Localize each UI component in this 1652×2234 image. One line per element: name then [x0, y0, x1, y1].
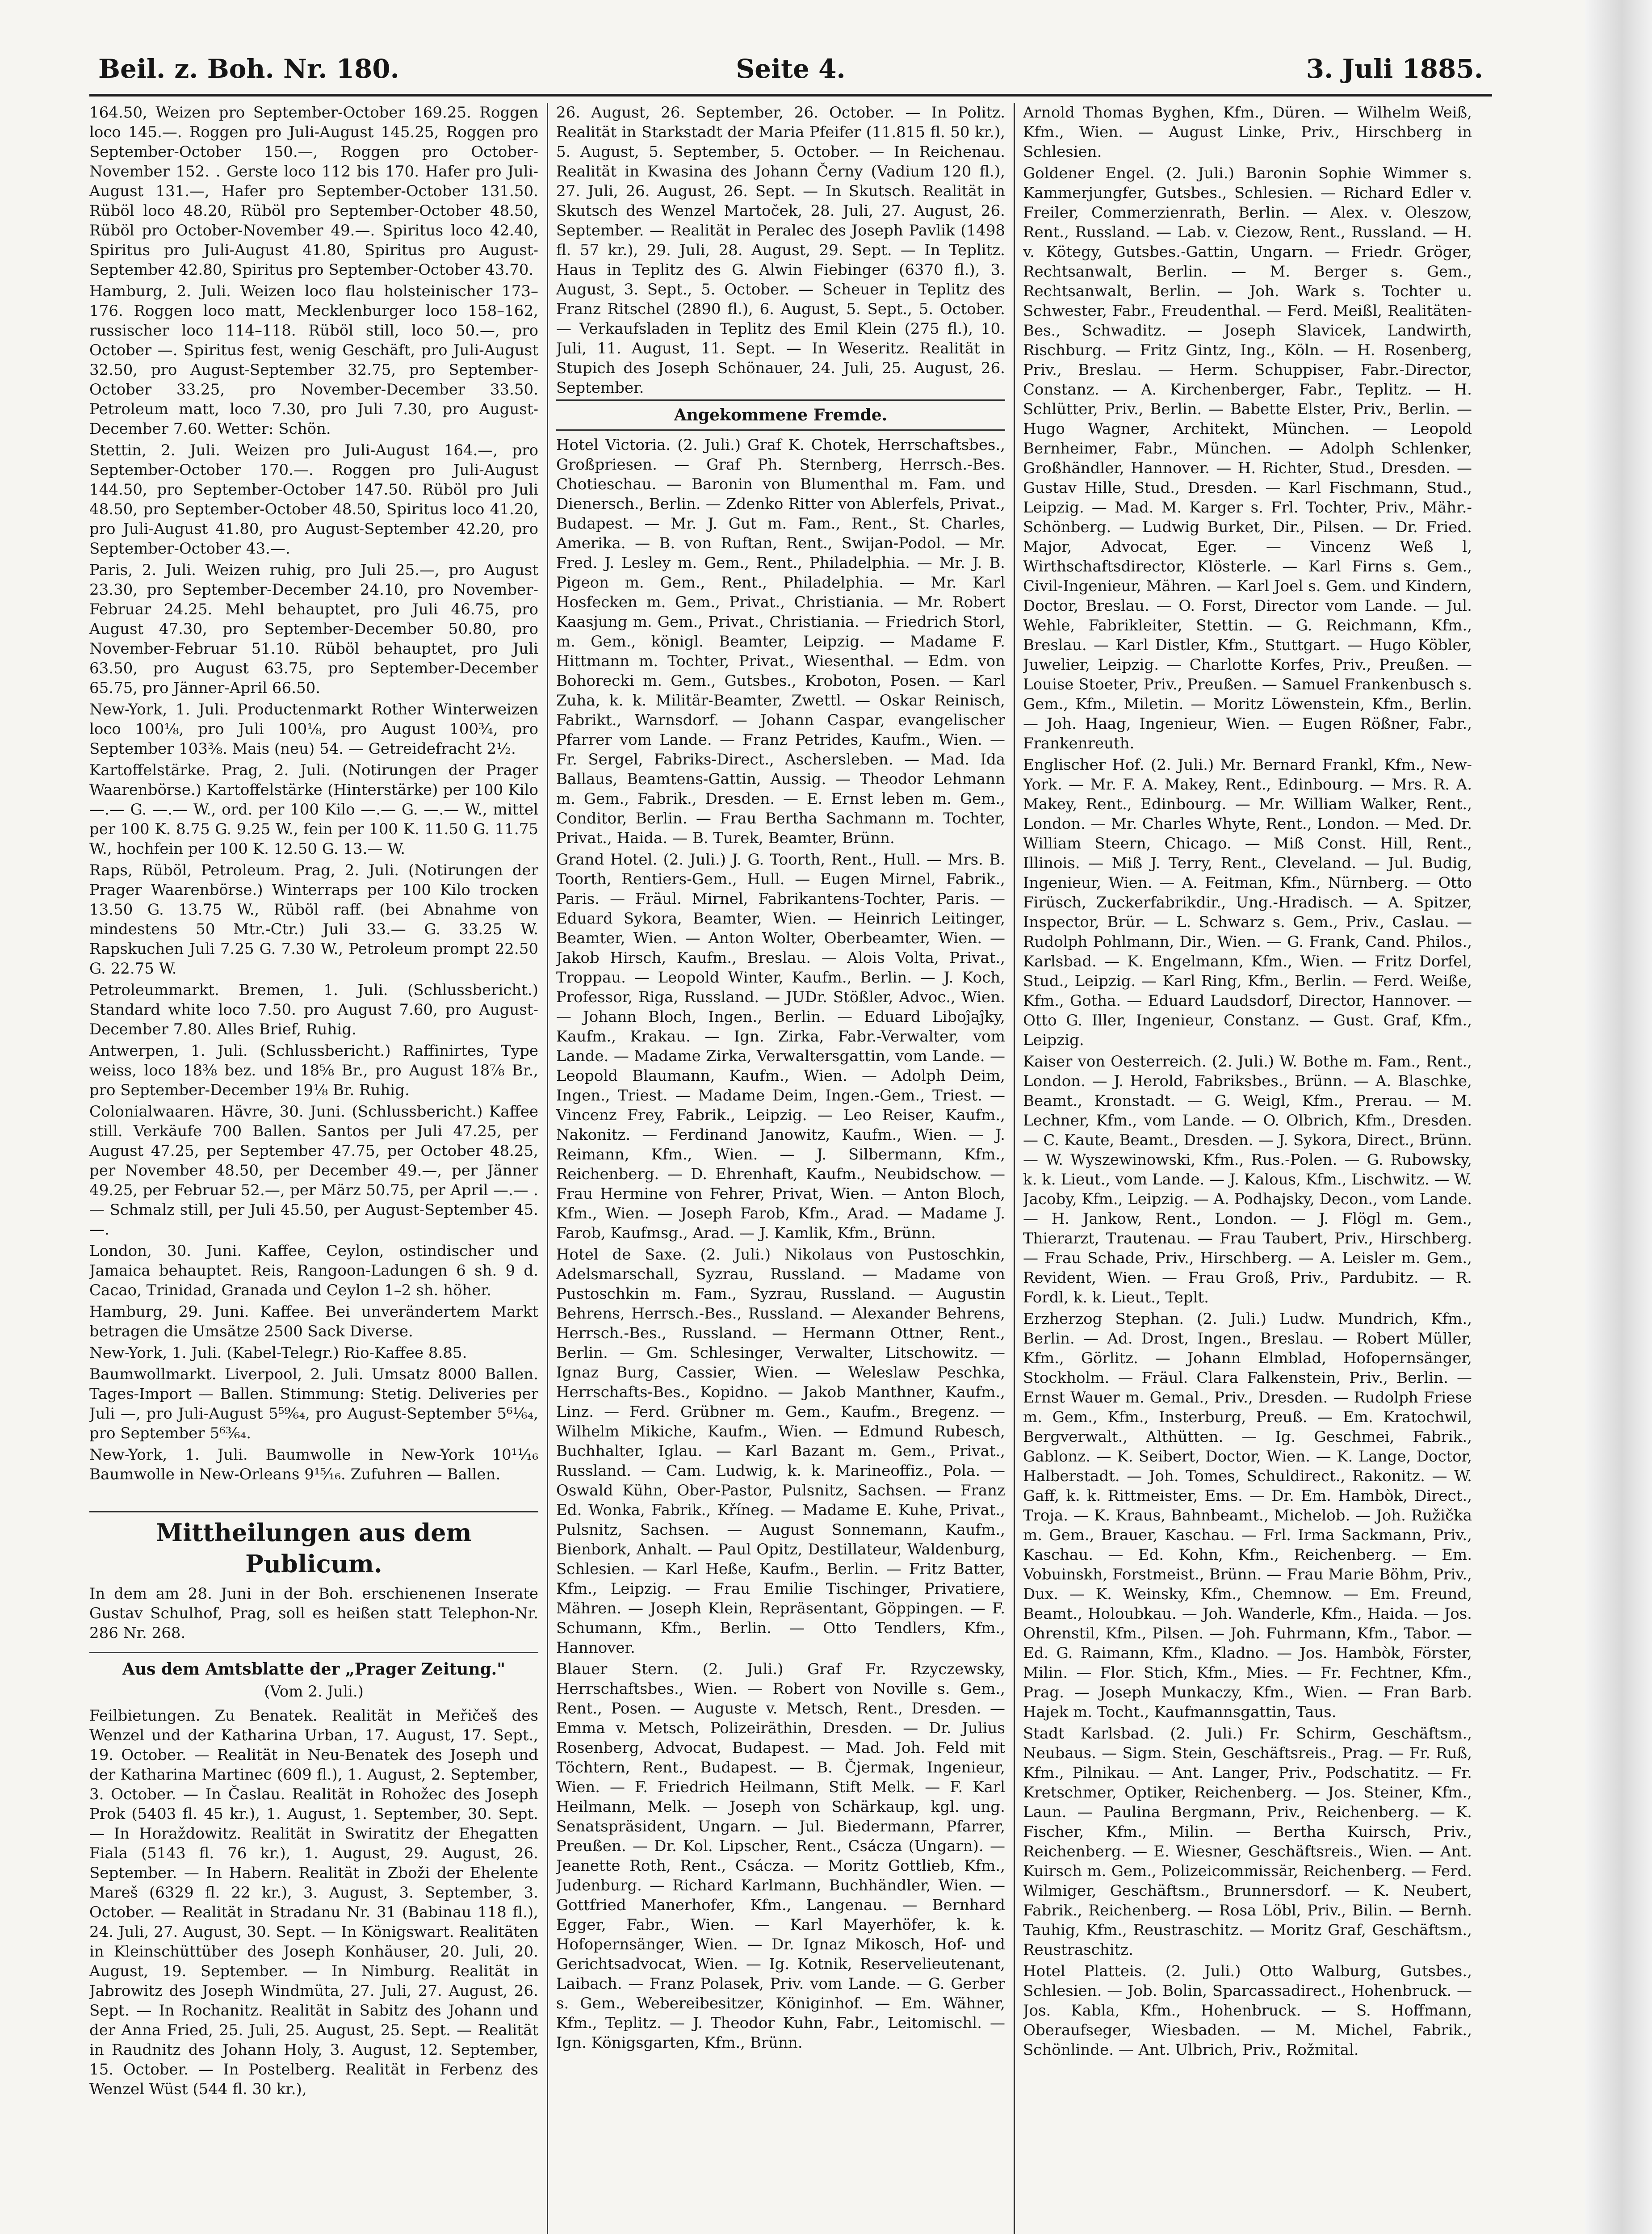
- notice-text: In dem am 28. Juni in der Boh. erschienenen Inserate Gustav Schulhof, Prag, soll es heißen statt Telephon-Nr. 286 Nr. 268.: [89, 1585, 538, 1642]
- market-report-paragraph: Kartoffelstärke. Prag, 2. Juli. (Notirungen der Prager Waarenbörse.) Kartoffelstärke (Hinterstärke) per 100 Kilo —.— G. —.— W., ord. per 100 Kilo —.— G. —.— W., mittel per 100 K. 8.75 G. 9.25 W., fein per 100 K. 11.50 G. 11.75 W., hochfein per 100 K. 12.50 G. 13.— W.: [89, 761, 538, 858]
- market-report-paragraph: New-York, 1. Juli. (Kabel-Telegr.) Rio-Kaffee 8.85.: [89, 1344, 467, 1362]
- issue-date: 3. Juli 1885.: [1306, 54, 1483, 84]
- column-divider: [547, 103, 548, 2234]
- amtsblatt-text: Feilbietungen. Zu Benatek. Realität in Meřičeš des Wenzel und der Katharina Urban, 17. August, 17. Sept., 19. October. — Realität in Neu-Benatek des Joseph und der Katharina Martinec (609 fl.), 1. August, 2. September, 3. October. — In Časlau. Realität in Rohožec des Joseph Prok (5403 fl. 45 kr.), 1. August, 1. September, 30. Sept. — In Horaždowitz. Realität in Swiratitz der Ehegatten Fiala (5143 fl. 76 kr.), 1. August, 29. August, 26. September. — In Habern. Realität in Zboži der Ehelente Mareš (6329 fl. 22 kr.), 3. August, 3. September, 3. October. — Realität in Stradanu Nr. 31 (Babinau 118 fl.), 24. Juli, 27. August, 30. Sept. — In Königswart. Realitäten in Kleinschüttüber des Joseph Konhäuser, 20. Juli, 20. August, 19. September. — In Nimburg. Realität in Jabrowitz des Joseph Windmüta, 27. Juli, 27. August, 26. Sept. — In Rochanitz. Realität in Sabitz des Johann und der Anna Fried, 25. Juli, 25. August, 25. Sept. — Realität in Raudnitz des Johann Holy, 3. August, 12. September, 15. October. — In Postelberg. Realität in Ferbenz des Wenzel Wüst (544 fl. 30 kr.),: [89, 1707, 538, 2098]
- market-report-paragraph: Paris, 2. Juli. Weizen ruhig, pro Juli 25.—, pro August 23.30, pro September-December 24.10, pro November-Februar 24.25. Mehl behauptet, pro Juli 46.75, pro August 47.30, pro September-December 50.80, pro November-Februar 51.10. Rüböl behauptet, pro Juli 63.50, pro August 63.75, pro September-December 65.75, pro Jänner-April 66.50.: [89, 561, 538, 697]
- hotel-arrivals-paragraph: Grand Hotel. (2. Juli.) J. G. Toorth, Rent., Hull. — Mrs. B. Toorth, Rentiers-Gem., Hull. — Eugen Mirnel, Fabrik., Paris. — Fräul. Mirnel, Fabrikantens-Tochter, Paris. — Eduard Sykora, Beamter, Wien. — Heinrich Leitinger, Beamter, Wien. — Anton Wolter, Oberbeamter, Wien. — Jakob Hirsch, Kaufm., Breslau. — Alois Volta, Privat., Troppau. — Leopold Winter, Kaufm., Berlin. — J. Koch, Professor, Riga, Russland. — JUDr. Stößler, Advoc., Wien. — Johann Bloch, Ingen., Berlin. — Eduard Liboĵaĵky, Kaufm., Krakau. — Ign. Zirka, Fabr.-Verwalter, vom Lande. — Madame Zirka, Verwaltersgattin, vom Lande. — Leopold Blaumann, Kaufm., Wien. — Adolph Deim, Ingen., Triest. — Madame Deim, Ingen.-Gem., Triest. — Vincenz Frey, Fabrik., Leipzig. — Leo Reiser, Kaufm., Nakonitz. — Ferdinand Janowitz, Kaufm., Wien. — J. Reimann, Kfm., Wien. — J. Silbermann, Kfm., Reichenberg. — D. Ehrenhaft, Kaufm., Neubidschow. — Frau Hermine von Fehrer, Privat, Wien. — Anton Bloch, Kfm., Wien. — Joseph Farob, Kfm., Arad. — Madame J. Farob, Kaufmsg., Arad. — J. Kamlik, Kfm., Brünn.: [556, 851, 1005, 1242]
- amtsblatt-title: Aus dem Amtsblatte der „Prager Zeitung.": [89, 1652, 538, 1679]
- market-report-paragraph: Hamburg, 2. Juli. Weizen loco flau holsteinischer 173–176. Roggen loco matt, Mecklenburger loco 158–162, russischer loco 114–118. Rüböl still, loco 50.—, pro October —. Spiritus fest, wenig Geschäft, pro Juli-August 32.50, pro August-September 32.75, pro September-October 33.25, pro November-December 33.50. Petroleum matt, loco 7.30, pro Juli 7.30, pro August-December 7.60. Wetter: Schön.: [89, 282, 538, 438]
- hotel-arrivals-paragraph: Goldener Engel. (2. Juli.) Baronin Sophie Wimmer s. Kammerjungfer, Gutsbes., Schlesien. — Richard Edler v. Freiler, Commerzienrath, Berlin. — Alex. v. Oleszow, Rent., Russland. — Lab. v. Ciezow, Rent., Russland. — H. v. Kötegy, Gutsbes.-Gattin, Ungarn. — Friedr. Gröger, Rechtsanwalt, Berlin. — M. Berger s. Gem., Rechtsanwalt, Berlin. — Joh. Wark s. Tochter u. Schwester, Fabr., Freudenthal. — Ferd. Meißl, Realitäten-Bes., Schwaditz. — Joseph Slavicek, Landwirth, Rischburg. — Fritz Gintz, Ing., Köln. — H. Rosenberg, Priv., Breslau. — Herm. Schuppiser, Fabr.-Director, Constanz. — A. Kirchenberger, Fabr., Teplitz. — H. Schlütter, Priv., Berlin. — Babette Elster, Priv., Berlin. — Hugo Wagner, Architekt, München. — Leopold Bernheimer, Fabr., München. — Adolph Schlenker, Großhändler, Hannover. — H. Richter, Stud., Dresden. — Gustav Hille, Stud., Dresden. — Karl Fischmann, Stud., Leipzig. — Mad. M. Karger s. Frl. Tochter, Priv., Mähr.-Schönberg. — Ludwig Burket, Dir., Pilsen. — Dr. Fried. Major, Advocat, Eger. — Vincenz Weß l, Wirthschaftsdirector, Klösterle. — Karl Firns s. Gem., Civil-Ingenieur, Mähren. — Karl Joel s. Gem. und Kindern, Doctor, Breslau. — O. Forst, Director vom Lande. — Jul. Wehle, Fabrikleiter, Stettin. — G. Reichmann, Kfm., Breslau. — Karl Distler, Kfm., Stuttgart. — Hugo Köbler, Juwelier, Leipzig. — Charlotte Korfes, Priv., Preußen. — Louise Stoeter, Priv., Preußen. — Samuel Frankenbusch s. Gem., Kfm., Miletin. — Moritz Löwenstein, Kfm., Berlin. — Joh. Haag, Ingenieur, Wien. — Eugen Rößner, Fabr., Frankenreuth.: [1023, 164, 1472, 752]
- auction-continuation: 26. August, 26. September, 26. October. — In Politz. Realität in Starkstadt der Maria Pfeifer (11.815 fl. 50 kr.), 5. August, 5. September, 5. October. — In Reichenau. Realität in Kwasina des Johann Černy (Vadium 120 fl.), 27. Juli, 26. August, 26. Sept. — In Skutsch. Realität in Skutsch des Wenzel Martoček, 28. Juli, 27. August, 26. September. — Realität in Peralec des Joseph Pavlik (1498 fl. 57 kr.), 29. Juli, 28. August, 29. Sept. — In Teplitz. Haus in Teplitz des G. Alwin Fiebinger (6370 fl.), 3. August, 3. Sept., 5. October. — Scheuer in Teplitz des Franz Ritschel (2890 fl.), 6. August, 5. Sept., 5. October. — Verkaufsladen in Teplitz des Emil Klein (275 fl.), 10. Juli, 11. August, 11. Sept. — In Weseritz. Realität in Stupich des Joseph Schönauer, 24. Juli, 25. August, 26. September.: [556, 104, 1005, 397]
- market-report-paragraph: Colonialwaaren. Hävre, 30. Juni. (Schlussbericht.) Kaffee still. Verkäufe 700 Ballen. Santos per Juli 47.25, per August 47.25, per September 47.75, per October 48.25, per November 48.50, per December 49.—, per Jänner 49.25, per Februar 52.—, per März 50.75, per April —.— . — Schmalz still, per Juli 45.50, per August-September 45.—.: [89, 1103, 538, 1239]
- section-title: Mittheilungen aus dem Publicum.: [89, 1511, 538, 1579]
- market-report-paragraph: New-York, 1. Juli. Productenmarkt Rother Winterweizen loco 100⅛, pro Juli 100⅛, pro August 100¾, pro September 103⅜. Mais (neu) 54. — Getreidefracht 2½.: [89, 701, 538, 758]
- market-report-paragraph: Stettin, 2. Juli. Weizen pro Juli-August 164.—, pro September-October 170.—. Roggen pro Juli-August 144.50, pro September-October 147.50. Rüböl pro Juli 48.50, pro September-October 48.50, Spiritus loco 41.20, pro Juli-August 41.80, pro August-September 42.20, pro September-October 43.—.: [89, 441, 538, 558]
- newspaper-page: [89, 36, 1492, 2234]
- page-number: Seite 4.: [736, 54, 846, 84]
- market-report-paragraph: Antwerpen, 1. Juli. (Schlussbericht.) Raffinirtes, Type weiss, loco 18⅜ bez. und 18⅝ Br., pro August 18⅞ Br., pro September-December 19⅛ Br. Ruhig.: [89, 1042, 538, 1099]
- column-3: [1023, 103, 1472, 2234]
- market-report-paragraph: New-York, 1. Juli. Baumwolle in New-York 10¹¹⁄₁₆ Baumwolle in New-Orleans 9¹⁵⁄₁₆. Zufuhren — Ballen.: [89, 1446, 538, 1483]
- market-report-paragraph: Raps, Rüböl, Petroleum. Prag, 2. Juli. (Notirungen der Prager Waarenbörse.) Winterraps per 100 Kilo trocken 13.50 G. 13.75 W., Rüböl raff. (bei Abnahme von mindestens 50 Mtr.-Ctr.) Juli 33.— G. 33.25 W. Rapskuchen Juli 7.25 G. 7.30 W., Petroleum prompt 22.50 G. 22.75 W.: [89, 861, 538, 978]
- market-report-paragraph: 164.50, Weizen pro September-October 169.25. Roggen loco 145.—. Roggen pro Juli-August 145.25, Roggen pro September-October 150.—, Roggen pro October-November 152. . Gerste loco 112 bis 170. Hafer pro Juli-August 131.—, Hafer pro September-October 131.50. Rüböl loco 48.20, Rüböl pro September-October 48.50, Rüböl pro October-November 49.—. Spiritus loco 42.40, Spiritus pro Juli-August 41.80, Spiritus pro August-September 42.80, Spiritus pro September-October 43.70.: [89, 104, 538, 279]
- header-rule: [89, 94, 1492, 97]
- market-report-paragraph: Petroleummarkt. Bremen, 1. Juli. (Schlussbericht.) Standard white loco 7.50. pro August 7.60, pro August-December 7.80. Alles Brief, Ruhig.: [89, 981, 538, 1038]
- page-header: [98, 45, 1483, 94]
- arrivals-title: Angekommene Fremde.: [556, 399, 1005, 431]
- hotel-arrivals-paragraph: Arnold Thomas Byghen, Kfm., Düren. — Wilhelm Weiß, Kfm., Wien. — August Linke, Priv., Hirschberg in Schlesien.: [1023, 104, 1472, 161]
- hotel-arrivals-paragraph: Kaiser von Oesterreich. (2. Juli.) W. Bothe m. Fam., Rent., London. — J. Herold, Fabriksbes., Brünn. — A. Blaschke, Beamt., Kronstadt. — G. Weigl, Kfm., Prerau. — M. Lechner, Kfm., vom Lande. — O. Olbrich, Kfm., Dresden. — C. Kaute, Beamt., Dresden. — J. Sykora, Direct., Brünn. — W. Wyszewinowski, Kfm., Rus.-Polen. — G. Rubowsky, k. k. Lieut., vom Lande. — J. Kalous, Kfm., Lischwitz. — W. Jacoby, Kfm., Leipzig. — A. Podhajsky, Decon., vom Lande. — H. Jankow, Rent., London. — J. Flögl m. Gem., Thierarzt, Trautenau. — Frau Taubert, Priv., Hirschberg. — Frau Schade, Priv., Hirschberg. — A. Leisler m. Gem., Revident, Wien. — Frau Groß, Priv., Pardubitz. — R. Fordl, k. k. Lieut., Teplt.: [1023, 1053, 1472, 1306]
- market-report-paragraph: Hamburg, 29. Juni. Kaffee. Bei unverändertem Markt betragen die Umsätze 2500 Sack Diverse.: [89, 1303, 538, 1340]
- arrivals-list-continued: [1023, 103, 1472, 2060]
- hotel-arrivals-paragraph: Erzherzog Stephan. (2. Juli.) Ludw. Mundrich, Kfm., Berlin. — Ad. Drost, Ingen., Breslau. — Robert Müller, Kfm., Görlitz. — Johann Elmblad, Hofopernsänger, Stockholm. — Fräul. Clara Falkenstein, Priv., Berlin. — Ernst Wauer m. Gemal., Priv., Dresden. — Rudolph Friese m. Gem., Kfm., Insterburg, Preuß. — Em. Kratochwil, Bergverwalt., Althütten. — Ig. Geschmei, Fabrik., Gablonz. — K. Seibert, Doctor, Wien. — K. Lange, Doctor, Halberstadt. — Joh. Tomes, Schuldirect., Rakonitz. — W. Gaff, k. k. Rittmeister, Ems. — Dr. Em. Hambòk, Direct., Troja. — K. Kraus, Bahnbeamt., Michelob. — Joh. Ružička m. Gem., Brauer, Kaschau. — Frl. Irma Sackmann, Priv., Kaschau. — Ed. Kohn, Kfm., Reichenberg. — Em. Vobuinskh, Forstmeist., Brünn. — Frau Marie Böhm, Priv., Dux. — K. Weinsky, Kfm., Chemnow. — Em. Freund, Beamt., Holoubkau. — Joh. Wanderle, Kfm., Haida. — Jos. Ohrenstil, Kfm., Pilsen. — Joh. Fuhrmann, Kfm., Tabor. — Ed. G. Raimann, Kfm., Kladno. — Jos. Hambòk, Förster, Milin. — Flor. Stich, Kfm., Mies. — Fr. Fechtner, Kfm., Prag. — Joseph Munkaczy, Kfm., Wien. — Fran Barb. Hajek m. Tocht., Kaufmannsgattin, Taus.: [1023, 1310, 1472, 1721]
- hotel-arrivals-paragraph: Hotel Victoria. (2. Juli.) Graf K. Chotek, Herrschaftsbes., Großpriesen. — Graf Ph. Sternberg, Herrsch.-Bes. Chotieschau. — Baronin von Blumenthal m. Fam. und Dienersch., Berlin. — Zdenko Ritter von Ablerfels, Privat., Budapest. — Mr. J. Gut m. Fam., Rent., St. Charles, Amerika. — B. von Ruftan, Rent., Swijan-Podol. — Mr. Fred. J. Lesley m. Gem., Rent., Philadelphia. — Mr. J. B. Pigeon m. Gem., Rent., Philadelphia. — Mr. Karl Hosfecken m. Gem., Privat., Christiania. — Mr. Robert Kaasjung m. Gem., Privat., Christiania. — Friedrich Storl, m. Gem., königl. Beamter, Leipzig. — Madame F. Hittmann m. Tochter, Privat., Wiesenthal. — Edm. von Bohorecki m. Gem., Gutsbes., Kroboton, Posen. — Karl Zuha, k. k. Militär-Beamter, Zwettl. — Oskar Reinisch, Fabrikt., Warnsdorf. — Johann Caspar, evangelischer Pfarrer vom Lande. — Franz Petrides, Kaufm., Wien. — Fr. Sergel, Fabriks-Direct., Aschersleben. — Mad. Ida Ballaus, Beamtens-Gattin, Aussig. — Theodor Lehmann m. Gem., Fabrik., Dresden. — E. Ernst leben m. Gem., Conditor, Berlin. — Frau Bertha Sachmann m. Tochter, Privat., Haida. — B. Turek, Beamter, Brünn.: [556, 436, 1005, 847]
- column-divider: [1014, 103, 1015, 2234]
- column-1: [89, 103, 538, 2234]
- arrivals-list: [556, 435, 1005, 2053]
- page-edge-shadow: [1585, 0, 1652, 2234]
- column-2: [556, 103, 1005, 2234]
- hotel-arrivals-paragraph: Hotel de Saxe. (2. Juli.) Nikolaus von Pustoschkin, Adelsmarschall, Syzrau, Russland. — Madame von Pustoschkin m. Fam., Syzrau, Russland. — Augustin Behrens, Herrsch.-Bes., Russland. — Alexander Behrens, Herrsch.-Bes., Russland. — Hermann Ottner, Rent., Berlin. — Gm. Schlesinger, Verwalter, Litschowitz. — Ignaz Burg, Cassier, Wien. — Weleslaw Peschka, Herrschafts-Bes., Kopidno. — Jakob Manthner, Kaufm., Linz. — Ferd. Grübner m. Gem., Kaufm., Bregenz. — Wilhelm Mikiche, Kaufm., Wien. — Edmund Rubesch, Buchhalter, Iglau. — Karl Bazant m. Gem., Privat., Russland. — Cam. Ludwig, k. k. Marineoffiz., Pola. — Oswald Kühn, Ober-Pastor, Pulsnitz, Sachsen. — Franz Ed. Wonka, Fabrik., Kříneg. — Madame E. Kuhe, Privat., Pulsnitz, Sachsen. — August Sonnemann, Kaufm., Bienbork, Anhalt. — Paul Opitz, Destillateur, Waldenburg, Schlesien. — Karl Heße, Kaufm., Berlin. — Fritz Batter, Kfm., Leipzig. — Frau Emilie Tischinger, Privatiere, Mähren. — Joseph Klein, Repräsentant, Göppingen. — F. Schumann, Kfm., Berlin. — Otto Tendlers, Kfm., Hannover.: [556, 1246, 1005, 1657]
- hotel-arrivals-paragraph: Hotel Platteis. (2. Juli.) Otto Walburg, Gutsbes., Schlesien. — Job. Bolin, Sparcassadirect., Hohenbruck. — Jos. Kabla, Kfm., Hohenbruck. — S. Hoffmann, Oberaufseger, Wiesbaden. — M. Michel, Fabrik., Schönlinde. — Ant. Ulbrich, Priv., Rožmital.: [1023, 1962, 1472, 2059]
- hotel-arrivals-paragraph: Stadt Karlsbad. (2. Juli.) Fr. Schirm, Geschäftsm., Neubaus. — Sigm. Stein, Geschäftsreis., Prag. — Fr. Ruß, Kfm., Pilnikau. — Ant. Langer, Priv., Podschatitz. — Fr. Kretschmer, Optiker, Reichenberg. — Jos. Steiner, Kfm., Laun. — Paulina Bergmann, Priv., Reichenberg. — K. Fischer, Kfm., Milin. — Bertha Kuirsch, Priv., Reichenberg. — E. Wiesner, Geschäftsreis., Wien. — Ant. Kuirsch m. Gem., Polizeicommissär, Reichenberg. — Ferd. Wilmiger, Geschäftsm., Brunnersdorf. — K. Neubert, Fabrik., Reichenberg. — Rosa Löbl, Priv., Bilin. — Bernh. Tauhig, Kfm., Reustraschitz. — Moritz Graf, Geschäftsm., Reustraschitz.: [1023, 1725, 1472, 1959]
- market-report-paragraph: London, 30. Juni. Kaffee, Ceylon, ostindischer und Jamaica behauptet. Reis, Rangoon-Ladungen 6 sh. 9 d. Cacao, Trinidad, Granada und Ceylon 1–2 sh. höher.: [89, 1242, 538, 1299]
- issue-label: Beil. z. Boh. Nr. 180.: [98, 54, 399, 84]
- amtsblatt-date: (Vom 2. Juli.): [264, 1683, 364, 1701]
- hotel-arrivals-paragraph: Blauer Stern. (2. Juli.) Graf Fr. Rzyczewsky, Herrschaftsbes., Wien. — Robert von Noville s. Gem., Rent., Posen. — Auguste v. Metsch, Rent., Dresden. — Emma v. Metsch, Polizeiräthin, Dresden. — Dr. Julius Rosenberg, Advocat, Budapest. — Mad. Joh. Feld mit Töchtern, Rent., Budapest. — B. Čjermak, Ingenieur, Wien. — F. Friedrich Heilmann, Stift Melk. — F. Karl Heilmann, Melk. — Joseph von Schärkaup, kgl. ung. Senatspräsident, Ungarn. — Jul. Biedermann, Pfarrer, Preußen. — Dr. Kol. Lipscher, Rent., Csácza (Ungarn). — Jeanette Roth, Rent., Csácza. — Moritz Gottlieb, Kfm., Judenburg. — Richard Karlmann, Buchhändler, Wien. — Gottfried Manerhofer, Kfm., Langenau. — Bernhard Egger, Fabr., Wien. — Karl Mayerhöfer, k. k. Hofopernsänger, Wien. — Dr. Ignaz Mikosch, Hof- und Gerichtsadvocat, Wien. — Ig. Kotnik, Reservelieutenant, Laibach. — Franz Polasek, Priv. vom Lande. — G. Gerber s. Gem., Webereibesitzer, Königinhof. — Em. Wähner, Kfm., Teplitz. — J. Theodor Kuhn, Fabr., Leitomischl. — Ign. Königsgarten, Kfm., Brünn.: [556, 1660, 1005, 2052]
- hotel-arrivals-paragraph: Englischer Hof. (2. Juli.) Mr. Bernard Frankl, Kfm., New-York. — Mr. F. A. Makey, Rent., Edinbourg. — Mrs. R. A. Makey, Rent., Edinbourg. — Mr. William Walker, Rent., London. — Mr. Charles Whyte, Rent., London. — Med. Dr. William Steern, Chicago. — Miß Const. Hill, Rent., Illinois. — Miß J. Terry, Rent., Cleveland. — Jul. Budig, Ingenieur, Wien. — A. Feitman, Kfm., Nürnberg. — Otto Firüsch, Zuckerfabrikdir., Ung.-Hradisch. — A. Spitzer, Inspector, Brür. — L. Schwarz s. Gem., Priv., Caslau. — Rudolph Pohlmann, Dir., Wien. — G. Frank, Cand. Philos., Karlsbad. — K. Engelmann, Kfm., Wien. — Fritz Dorfel, Stud., Leipzig. — Karl Ring, Kfm., Berlin. — Ferd. Weiße, Kfm., Gotha. — Eduard Laudsdorf, Director, Hannover. — Otto G. Iller, Ingenieur, Constanz. — Gust. Graf, Kfm., Leipzig.: [1023, 756, 1472, 1049]
- market-report-paragraph: Baumwollmarkt. Liverpool, 2. Juli. Umsatz 8000 Ballen. Tages-Import — Ballen. Stimmung: Stetig. Deliveries per Juli —, pro Juli-August 5⁵⁹⁄₆₄, pro August-September 5⁶¹⁄₆₄, pro September 5⁶³⁄₆₄.: [89, 1365, 538, 1442]
- market-reports: [89, 103, 538, 1484]
